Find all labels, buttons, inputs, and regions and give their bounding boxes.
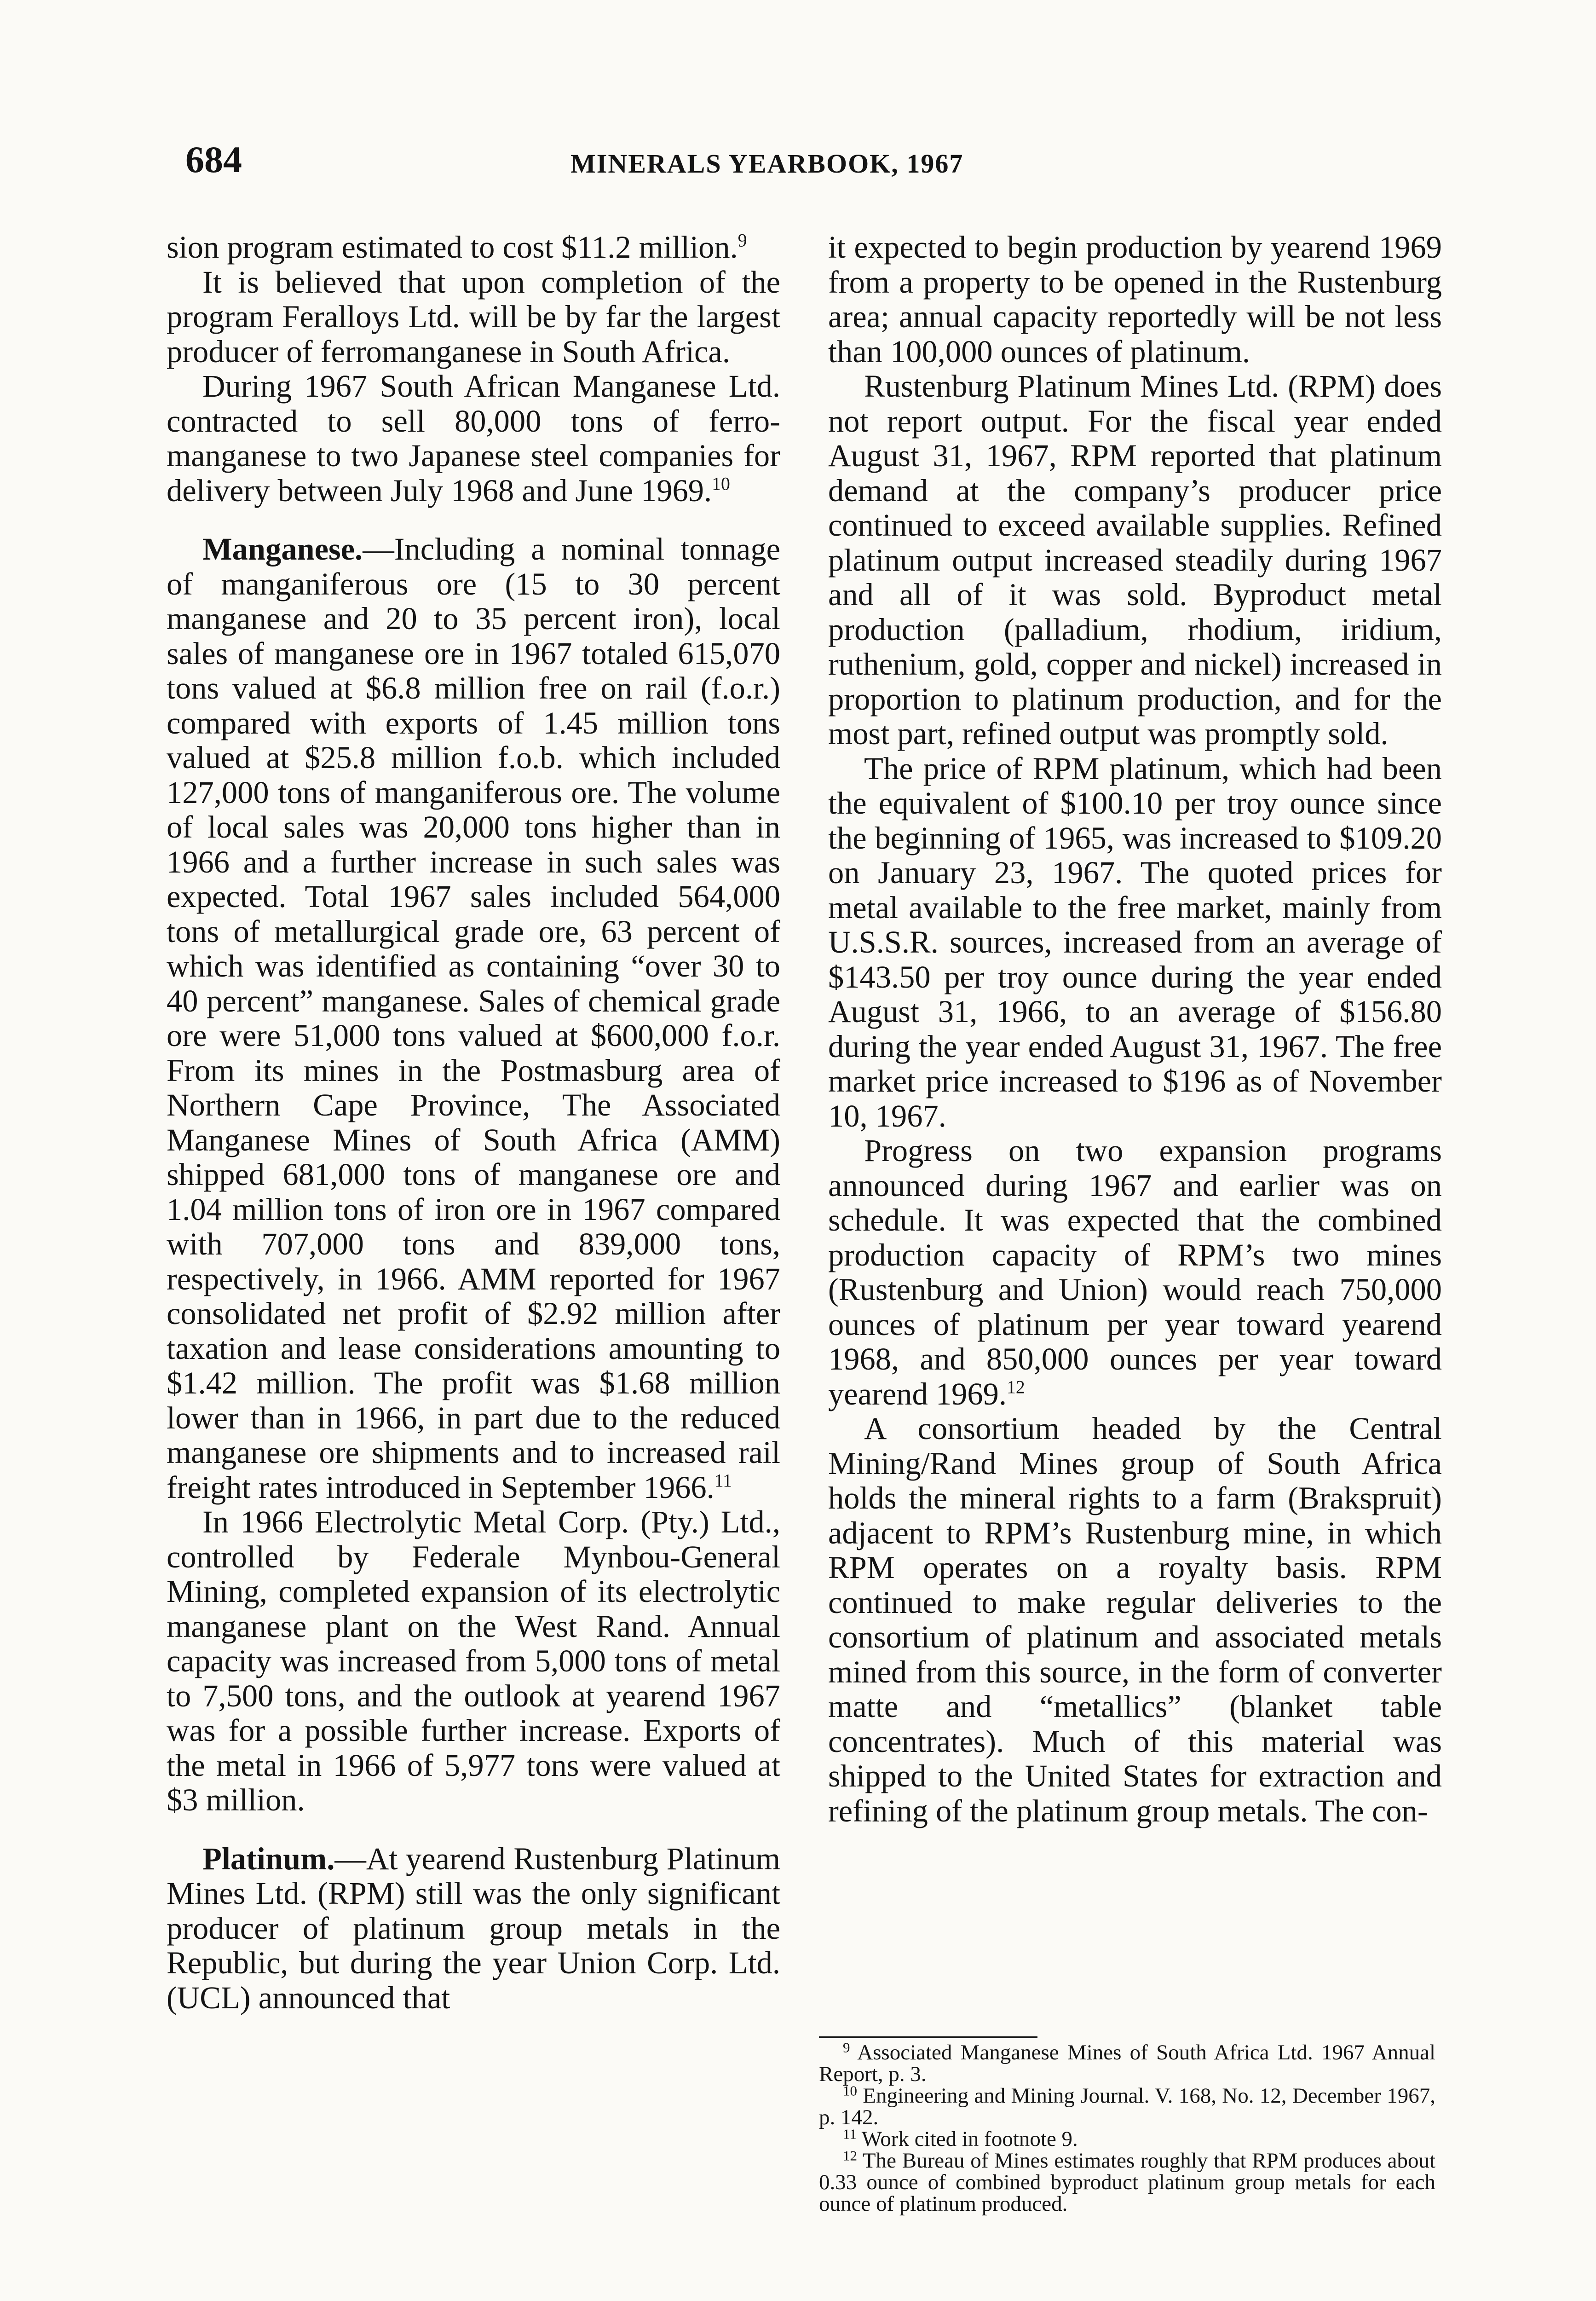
footnote (819, 2082, 1435, 2129)
paragraph (167, 369, 780, 508)
paragraph: A consortium headed by the Central Mining/Rand Mines group of South Africa holds the mineral rights to a farm (Brakspruit) adjacent to RPM’s Rustenburg mine, in which RPM operates on a royalty basis. RPM continued to make regular deliveries to the consortium of platinum and associated metals mined from this source, in the form of converter matte and “metallics” (blanket table concentrates). Much of this material was shipped to the United States for extraction and refining of the platinum group metals. The con- (828, 1411, 1442, 1828)
footnote-text: The Bureau of Mines estimates roughly that RPM produces about 0.33 ounce of combined byproduct platinum group metals for each ounce of platinum produced. (819, 2149, 1436, 2216)
paragraph: Rustenburg Platinum Mines Ltd. (RPM) does not report output. For the fiscal year ended August 31, 1967, RPM reported that platinum demand at the company’s producer price continued to exceed available supplies. Refined platinum output increased steadily during 1967 and all of it was sold. Byproduct metal production (palladium, rhodium, iridium, ruthenium, gold, copper and nickel) increased in proportion to platinum production, and for the most part, refined output was promptly sold. (828, 369, 1442, 751)
paragraph-text: sion program estimated to cost $11.2 million. (167, 230, 738, 265)
page-number: 684 (185, 139, 242, 180)
paragraph: It is believed that upon completion of the program Feralloys Ltd. will be by far the largest producer of ferromanganese in South Africa. (167, 264, 780, 369)
footnote-text: Engineering and Mining Journal. V. 168, No. 12, December 1967, p. 142. (819, 2084, 1435, 2129)
paragraph: it expected to begin production by yearend 1969 from a property to be opened in the Rustenburg area; annual capacity reportedly will be not less than 100,000 ounces of platinum. (828, 230, 1442, 369)
footnote (819, 2147, 1436, 2216)
paragraph-text: During 1967 South African Manganese Ltd. contracted to sell 80,000 tons of ferro-manganese to two Japanese steel companies for delivery between July 1968 and June 1969. (167, 369, 780, 508)
running-head: MINERALS YEARBOOK, 1967 (570, 149, 964, 179)
page-header (0, 138, 1596, 189)
footnote-number: 10 (843, 2082, 858, 2099)
left-column (167, 230, 780, 2015)
paragraph (828, 1133, 1442, 1411)
footnote (819, 2039, 1435, 2086)
footnote-number: 11 (843, 2126, 857, 2142)
footnote-ref: 9 (738, 230, 747, 251)
section-heading-manganese: Manganese. (202, 532, 363, 567)
footnote (819, 2128, 1435, 2150)
paragraph-text: —At yearend Rustenburg Platinum Mines Ltd. (RPM) still was the only significant producer of platinum group metals in the Republic, but during the year Union Corp. Ltd. (UCL) announced that (167, 1841, 780, 2015)
footnote-number: 9 (843, 2039, 850, 2056)
platinum-section (167, 1842, 780, 2016)
footnote-divider (819, 2036, 1037, 2038)
paragraph-text: Progress on two expansion programs announced during 1967 and earlier was on schedule. It was expected that the combined production capacity of RPM’s two mines (Rustenburg and Union) would reach 750,000 ounces of platinum per year toward yearend 1968, and 850,000 ounces per year toward yearend 1969. (828, 1133, 1442, 1411)
section-heading-platinum: Platinum. (202, 1841, 335, 1876)
paragraph (167, 230, 780, 265)
right-column (828, 230, 1442, 1828)
footnote-ref: 10 (712, 473, 730, 494)
paragraph-text: —Including a nominal tonnage of manganiferous ore (15 to 30 percent manganese and 20 to 35 percent iron), local sales of manganese ore in 1967 totaled 615,070 tons valued at $6.8 million free on rail (f.o.r.) compared with exports of 1.45 million tons valued at $25.8 million f.o.b. which included 127,000 tons of manganiferous ore. The volume of local sales was 20,000 tons higher than in 1966 and a further increase in such sales was expected. Total 1967 sales included 564,000 tons of metallurgical grade ore, 63 percent of which was identified as containing “over 30 to 40 percent” manganese. Sales of chemical grade ore were 51,000 tons valued at $600,000 f.o.r. From its mines in the Postmasburg area of Northern Cape Province, The Associated Manganese Mines of South Africa (AMM) shipped 681,000 tons of manganese ore and 1.04 million tons of iron ore in 1967 compared with 707,000 tons and 839,000 tons, respectively, in 1966. AMM reported for 1967 consolidated net profit of $2.92 million after taxation and lease considerations amounting to $1.42 million. The profit was $1.68 million lower than in 1966, in part due to the reduced manganese ore shipments and to increased rail freight rates introduced in September 1966. (167, 532, 780, 1505)
manganese-section (167, 532, 780, 1505)
paragraph: In 1966 Electrolytic Metal Corp. (Pty.) Ltd., controlled by Federale Mynbou-General Mining, completed expansion of its electrolytic manganese plant on the West Rand. Annual capacity was increased from 5,000 tons of metal to 7,500 tons, and the outlook at yearend 1967 was for a possible further increase. Exports of the metal in 1966 of 5,977 tons were valued at $3 million. (167, 1504, 780, 1817)
footnotes (819, 2036, 1435, 2215)
footnote-text: Associated Manganese Mines of South Africa Ltd. 1967 Annual Report, p. 3. (819, 2041, 1435, 2086)
footnote-text: Work cited in footnote 9. (861, 2127, 1078, 2151)
footnote-number: 12 (843, 2147, 858, 2164)
paragraph: The price of RPM platinum, which had been the equivalent of $100.10 per troy ounce since the beginning of 1965, was increased to $109.20 on January 23, 1967. The quoted prices for metal available to the free market, mainly from U.S.S.R. sources, increased from an average of $143.50 per troy ounce during the year ended August 31, 1966, to an average of $156.80 during the year ended August 31, 1967. The free market price increased to $196 as of November 10, 1967. (828, 751, 1442, 1133)
footnote-ref: 11 (714, 1470, 732, 1491)
footnote-ref: 12 (1007, 1376, 1025, 1397)
